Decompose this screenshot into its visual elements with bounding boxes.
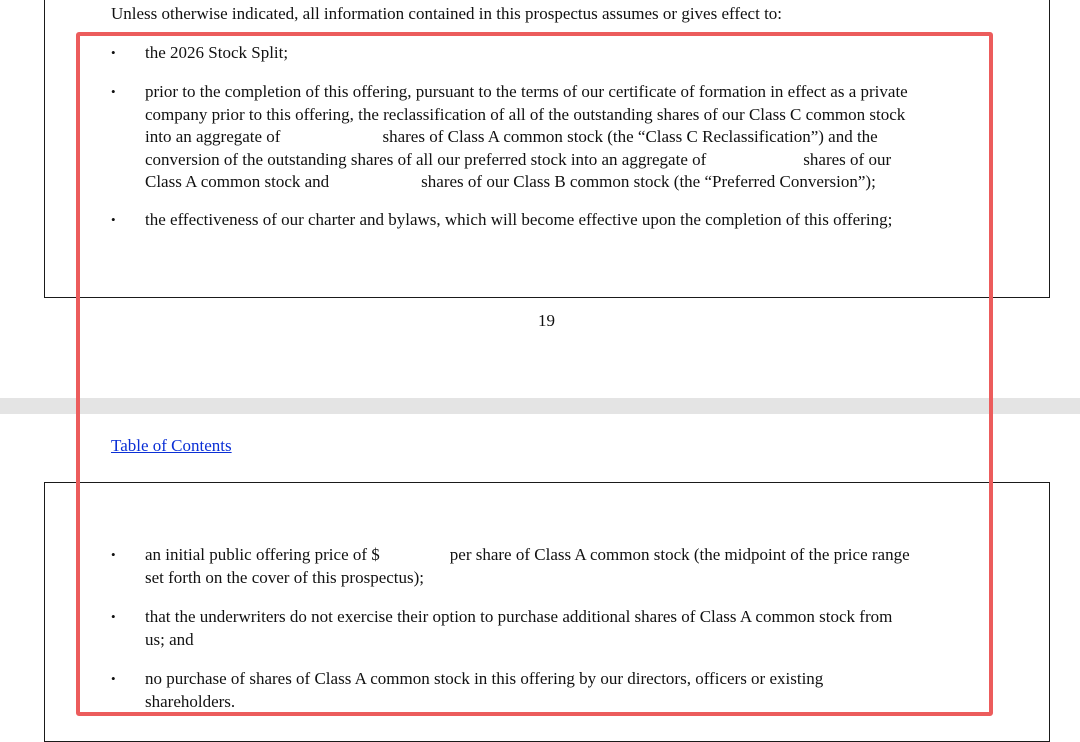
bullet-no-insider-purchase — [145, 668, 985, 713]
bullet-line: no purchase of shares of Class A common stock in this offering by our directors, officers or existing — [145, 669, 824, 688]
bullet-underwriters-option — [145, 606, 985, 651]
bullet-marker: • — [111, 212, 116, 227]
text-fragment: Class A common stock and — [145, 172, 330, 191]
bullet-marker: • — [111, 671, 116, 686]
bullet-line: set forth on the cover of this prospectus); — [145, 567, 425, 587]
bullet-line — [145, 126, 985, 149]
bullet-line: company prior to this offering, the reclassification of all of the outstanding shares of our Class C common stock — [145, 104, 906, 124]
bullet-line — [145, 149, 985, 172]
text-fragment: an initial public offering price of $ — [145, 545, 380, 564]
page-number: 19 — [538, 311, 555, 330]
bullet-ipo-price — [145, 544, 985, 589]
bullet-line: prior to the completion of this offering, pursuant to the terms of our certificate of formation in effect as a private — [145, 82, 908, 101]
bullet-marker: • — [111, 84, 116, 99]
text-fragment: shares of Class A common stock (the “Class C Reclassification”) and the — [382, 127, 878, 146]
intro-text: Unless otherwise indicated, all information contained in this prospectus assumes or gives effect to: — [111, 4, 783, 23]
bullet-line — [145, 171, 985, 194]
text-fragment: shares of our Class B common stock (the “Preferred Conversion”); — [421, 172, 876, 191]
bullet-line: that the underwriters do not exercise their option to purchase additional shares of Class A common stock from — [145, 607, 893, 626]
bullet-marker: • — [111, 609, 116, 624]
bullet-stock-split: the 2026 Stock Split; — [145, 43, 289, 62]
text-fragment: per share of Class A common stock (the midpoint of the price range — [449, 545, 910, 564]
text-fragment: into an aggregate of — [145, 127, 281, 146]
text-fragment: shares of our — [803, 149, 892, 169]
bullet-reclassification — [145, 81, 985, 194]
bullet-marker: • — [111, 45, 116, 60]
bullet-line — [145, 544, 985, 567]
table-of-contents-link[interactable]: Table of Contents — [111, 436, 232, 455]
bullet-charter-bylaws: the effectiveness of our charter and bylaws, which will become effective upon the completion of this offering; — [145, 210, 893, 229]
page-separator — [0, 398, 1080, 414]
bullet-line: us; and — [145, 629, 194, 649]
bullet-line: shareholders. — [145, 691, 236, 711]
bullet-marker: • — [111, 547, 116, 562]
text-fragment: conversion of the outstanding shares of all our preferred stock into an aggregate of — [145, 149, 707, 169]
